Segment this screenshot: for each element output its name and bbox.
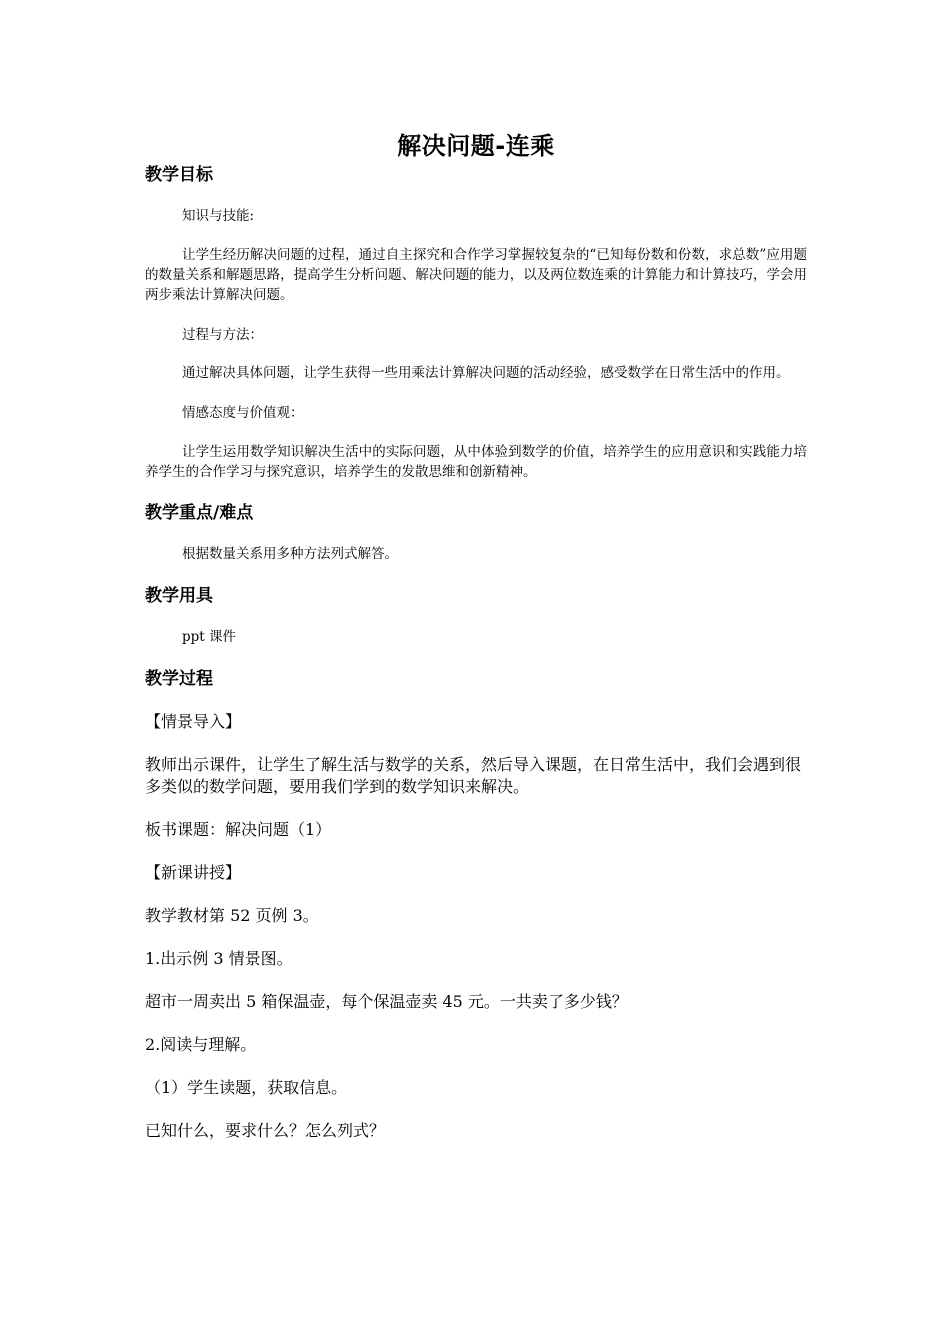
tools-text: ppt 课件 (182, 629, 236, 645)
process-line: 【情景导入】 (145, 712, 242, 731)
document-page (145, 128, 807, 1142)
process-line: 【新课讲授】 (145, 863, 242, 882)
document-title: 解决问题-连乘 (397, 132, 555, 160)
heading-objectives: 教学目标 (145, 165, 213, 185)
process-line: 教师出示课件，让学生了解生活与数学的关系，然后导入课题，在日常生活中，我们会遇到很多类似的数学问题，要用我们学到的数学知识来解决。 (145, 755, 802, 796)
process-line: 已知什么，要求什么？怎么列式？ (145, 1121, 386, 1140)
process-text: 通过解决具体问题，让学生获得一些用乘法计算解决问题的活动经验，感受数学在日常生活中的作用。 (182, 365, 790, 381)
process-line: 2.阅读与理解。 (145, 1035, 257, 1054)
process-line: 板书课题：解决问题（1） (145, 820, 332, 839)
heading-tools: 教学用具 (145, 586, 213, 606)
heading-process: 教学过程 (145, 669, 213, 689)
process-line: （1）学生读题，获取信息。 (145, 1078, 348, 1097)
process-line: 1.出示例 3 情景图。 (145, 949, 293, 968)
keypoints-text: 根据数量关系用多种方法列式解答。 (182, 546, 398, 562)
emotion-label: 情感态度与价值观： (182, 405, 304, 421)
process-label: 过程与方法： (182, 327, 263, 343)
emotion-text: 让学生运用数学知识解决生活中的实际问题，从中体验到数学的价值，培养学生的应用意识和实践能力培养学生的合作学习与探究意识，培养学生的发散思维和创新精神。 (145, 444, 807, 480)
process-line: 教学教材第 52 页例 3。 (145, 906, 319, 925)
knowledge-label: 知识与技能: (182, 208, 255, 224)
process-line: 超市一周卖出 5 箱保温壶，每个保温壶卖 45 元。一共卖了多少钱？ (145, 992, 628, 1011)
knowledge-text: 让学生经历解决问题的过程，通过自主探究和合作学习掌握较复杂的“已知每份数和份数，求总数”应用题的数量关系和解题思路，提高学生分析问题、解决问题的能力，以及两位数连乘的计算能力和计算技巧，学会用两步乘法计算解决问题。 (145, 247, 807, 303)
heading-keypoints: 教学重点/难点 (145, 503, 254, 523)
